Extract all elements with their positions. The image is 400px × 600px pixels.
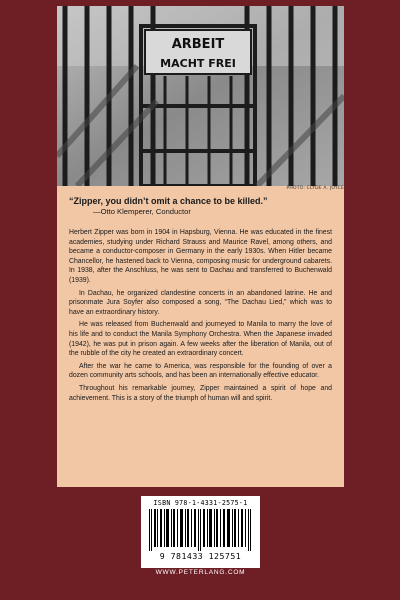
barcode-box bbox=[141, 496, 260, 568]
quote: “Zipper, you didn’t omit a chance to be killed.” bbox=[69, 196, 268, 206]
back-cover-text bbox=[57, 186, 344, 487]
paragraph: After the war he came to America, was responsible for the founding of over a dozen community arts schools, and has been an internationally effective educator. bbox=[69, 362, 332, 380]
sign-line-2: MACHT FREI bbox=[160, 57, 236, 70]
paragraph: Throughout his remarkable journey, Zipper maintained a spirit of hope and achievement. This is a story of the triumph of human will and spirit. bbox=[69, 384, 332, 402]
paragraph: He was released from Buchenwald and journeyed to Manila to marry the love of his life and to conduct the Manila Symphony Orchestra. When the Japanese invaded (1942), he was put in prison again. A few weeks after the liberation of Manila, out of the rubble of the city he created an extraordinary concert. bbox=[69, 321, 332, 358]
barcode-bars bbox=[147, 509, 254, 551]
quote-attribution: —Otto Klemperer, Conductor bbox=[93, 207, 191, 216]
publisher-website[interactable]: WWW.PETERLANG.COM bbox=[155, 569, 246, 576]
isbn-label: ISBN 978-1-4331-2575-1 bbox=[153, 499, 248, 507]
paragraph: In Dachau, he organized clandestine concerts in an abandoned latrine. He and prisonmate Jura Soyfer also composed a song, “The Dachau Lied,” which was to have an extraordinary history. bbox=[69, 289, 332, 316]
paragraph: Herbert Zipper was born in 1904 in Hapsburg, Vienna. He was educated in the finest academies, studying under Richard Strauss and Maurice Ravel, among others, and became a conductor-composer in Germany in the early 1930s. When Hitler became Chancellor, he hastened back to Vienna, composing music for underground cabarets. In 1938, after the Anschluss, he was sent to Dachau and transferred to Buchenwald (1939). bbox=[69, 229, 332, 284]
sign-line-1: ARBEIT bbox=[171, 37, 225, 52]
gate-photo bbox=[57, 6, 344, 186]
barcode-number: 9 781433 125751 bbox=[159, 551, 242, 561]
photo-credit: PHOTO: CLYDE A. JOYCE bbox=[286, 186, 344, 191]
